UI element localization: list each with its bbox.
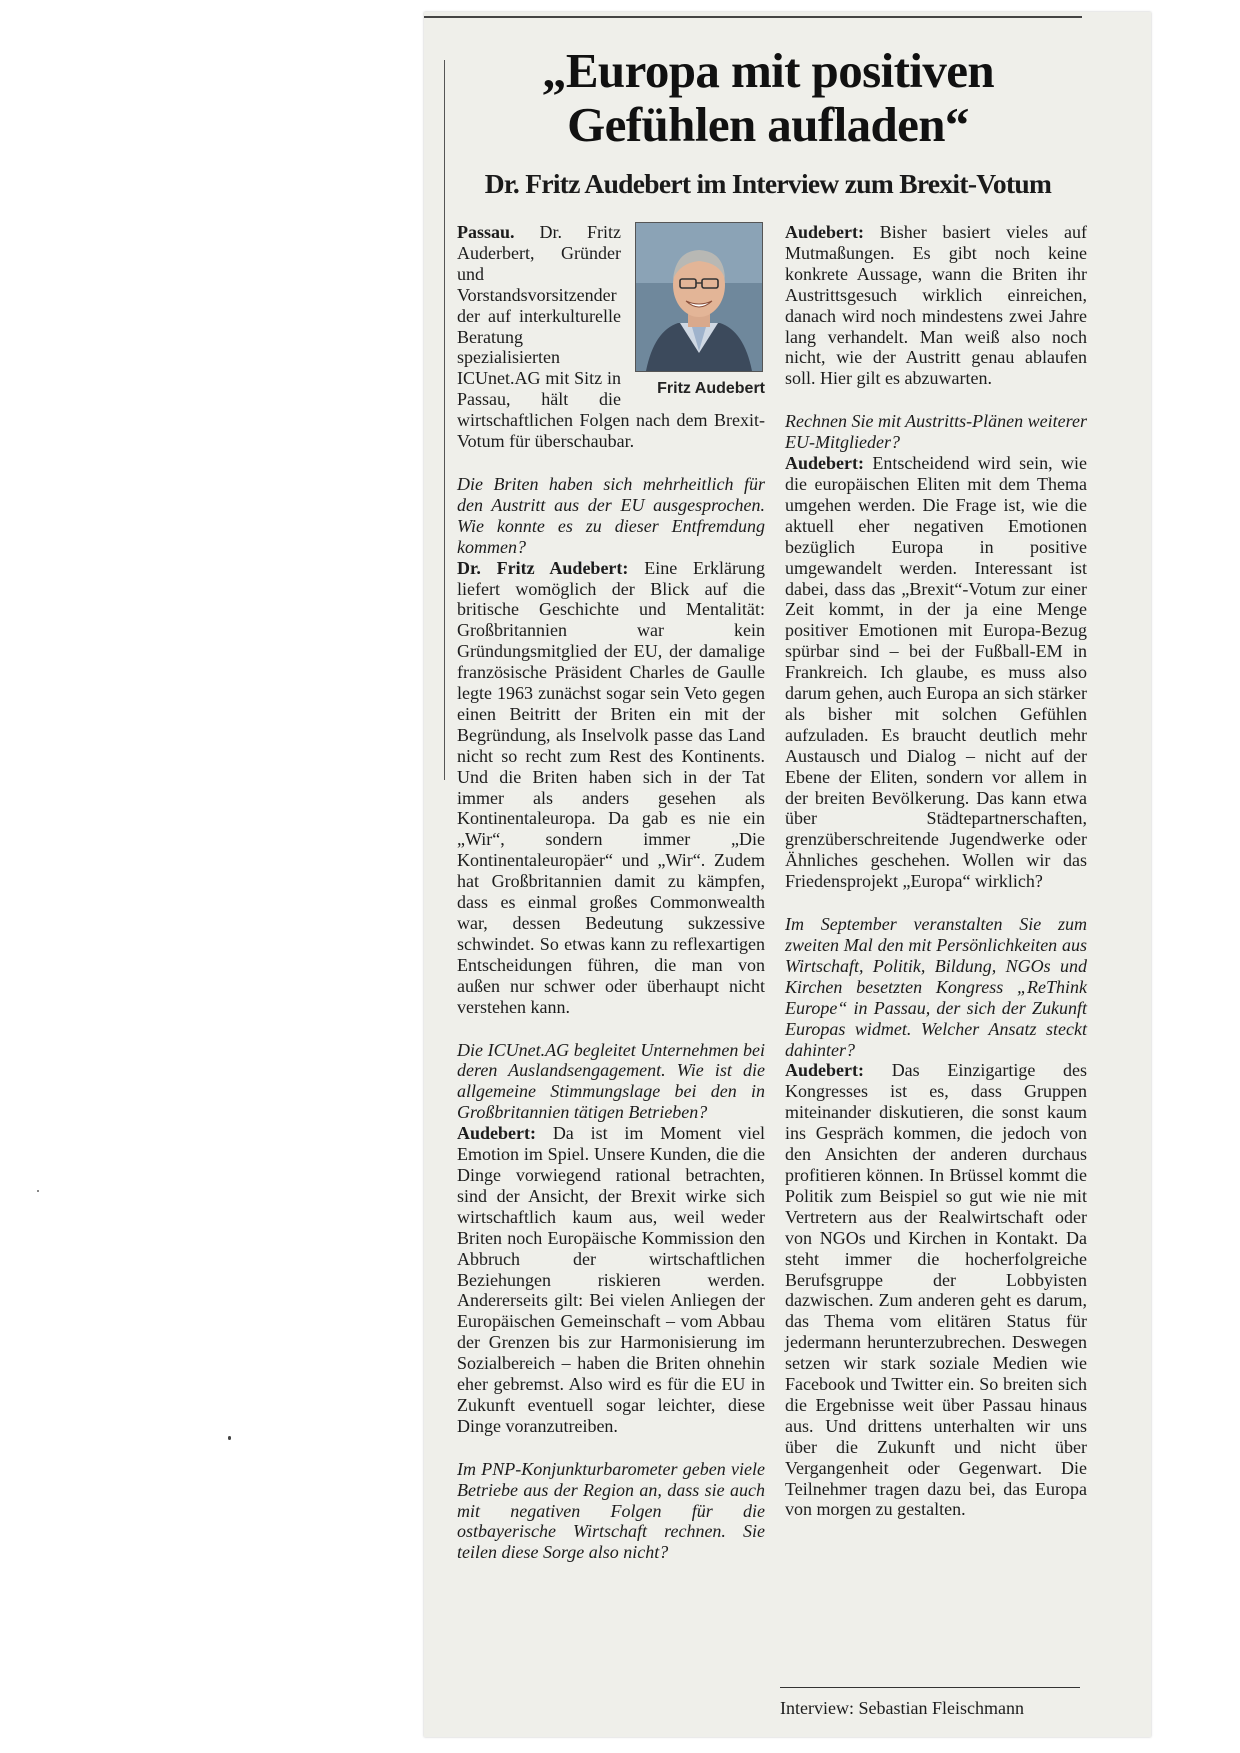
answer-text: Das Einzigartige des Kongresses ist es, dass Gruppen miteinander diskutieren, die sonst kaum ins Gespräch kommen, die jedoch von den Ansichten der anderen durchaus profitieren können. In Brüssel kommt die Politik zum Beispiel so gut wie nie mit Vertretern aus der Realwirtschaft oder von NGOs und Kirchen in Kontakt. Da steht immer die hocherfolgreiche Berufsgruppe der Lobbyisten dazwischen. Zum anderen geht es darum, das Thema vom elitären Status für jedermann herunterzubrechen. Deswegen setzen wir stark soziale Medien wie Facebook und Twitter ein. So breiten sich die Ergebnisse weit über Passau hinaus aus. Und drittens unterhalten wir uns über die Zukunft und nicht über Vergangenheit oder Gegenwart. Die Teilnehmer tragen dazu bei, das Europa von morgen zu gestalten. [785,1060,1088,1520]
answer-text: Entscheidend wird sein, wie die europäischen Eliten mit dem Thema umgehen werden. Die Frage ist, wie die aktuell eher negativen Emotionen bezüglich Europa in positive umgewandelt werden. Interessant ist dabei, dass das „Brexit“-Votum zur einer Zeit kommt, in der ja eine Menge positiver Emotionen mit Europa-Bezug spürbar sind – bei der Fußball-EM in Frankreich. Ich glaube, es muss also darum gehen, auch Europa an sich stärker als bisher mit solchen Gefühlen aufzuladen. Es braucht deutlich mehr Austausch und Dialog – nicht auf der Ebene der Eliten, sondern vor allem in der breiten Bevölkerung. Das kann etwa über Städtepartnerschaften, grenzüberschreitende Jugendwerke oder Ähnliches geschehen. Wollen wir das Friedensprojekt „Europa“ wirklich? [785,453,1087,892]
speaker-label: Audebert: [785,453,864,474]
interview-question: Die ICUnet.AG begleitet Unternehmen bei deren Auslandsengagement. Wie ist die allgemeine Stimmungslage bei den in Großbritannien tätigen Betrieben? [457,1039,765,1123]
answer-text: Eine Erklärung liefert womöglich der Blick auf die britische Geschichte und Mentalität: Großbritannien war kein Gründungsmitglied der EU, der damalige französische Präsident Charles de Gaulle legte 1963 zunächst sogar sein Veto gegen einen Beitritt der Briten ein mit der Begründung, als Inselvolk passe das Land nicht so recht zum Rest des Kontinents. Und die Briten haben sich in der Tat immer als anders gesehen als Kontinentaleuropa. Da gab es nie ein „Wir“, sondern immer „Die Kontinentaleuropäer“ und „Wir“. Zudem hat Großbritannien damit zu kämpfen, dass es einmal großes Commonwealth war, dessen Bedeutung sukzessive schwindet. So etwas kann zu reflexartigen Entscheidungen führen, die man von außen nur schwer oder überhaupt nicht verstehen kann. [457,557,765,1017]
interview-answer [785,222,1087,389]
left-column-rule [444,60,445,780]
speaker-label: Dr. Fritz Audebert: [457,557,629,578]
answer-text: Bisher basiert vieles auf Mutmaßungen. Es gibt noch keine konkrete Aussage, wann die Briten ihr Austrittsgesuch wirklich einreichen, danach wird noch mindestens zwei Jahre lang verhandelt. Man weiß also noch nicht, wie der Austritt genau ablaufen soll. Hier gilt es abzuwarten. [785,222,1087,389]
photo-caption: Fritz Audebert [657,380,765,397]
interview-question: Im PNP-Konjunkturbarometer geben viele Betriebe aus der Region an, dass sie auch mit negativen Folgen für die ostbayerische Wirtschaft rechnen. Sie teilen diese Sorge also nicht? [457,1458,765,1563]
intro-text: Dr. Fritz Auderbert, Gründer und Vorstandsvorsitzender der auf interkulturelle Beratung spezialisierten ICUnet.AG mit Sitz in Passau, hält die wirtschaftlichen Folgen nach dem Brexit-Votum für überschaubar. [457,222,765,452]
interview-question: Im September veranstalten Sie zum zweiten Mal den mit Persönlichkeiten aus Wirtschaft, Politik, Bildung, NGOs und Kirchen besetzten Kongress „ReThink Europe“ in Passau, der sich der Zukunft Europas widmet. Welcher Ansatz steckt dahinter? [785,914,1087,1060]
interview-credit: Interview: Sebastian Fleischmann [780,1687,1080,1719]
dateline: Passau. [457,222,515,242]
speaker-label: Audebert: [457,1123,536,1144]
interview-question: Die Briten haben sich mehrheitlich für den Austritt aus der EU ausgesprochen. Wie konnte es zu dieser Entfremdung kommen? [457,473,765,557]
interview-answer [785,453,1087,892]
right-column [785,222,1087,1520]
interview-question: Rechnen Sie mit Austritts-Plänen weiterer EU-Mitglieder? [785,411,1087,453]
interview-answer [457,1123,765,1437]
speaker-label: Audebert: [785,222,864,242]
top-rule [424,16,1082,18]
portrait-photo [635,222,763,372]
answer-text: Da ist im Moment viel Emotion im Spiel. Unsere Kunden, die die Dinge vorwiegend rational betrachten, sind der Ansicht, der Brexit wirke sich wirtschaftlich kaum aus, weil weder Briten noch Europäische Kommission den Abbruch der wirtschaftlichen Beziehungen riskieren werden. Andererseits gilt: Bei vielen Anliegen der Europäischen Gemeinschaft – vom Abbau der Grenzen bis zur Harmonisierung im Sozialbereich – haben die Briten ohnehin eher gebremst. Also wird es für die EU in Zukunft eventuell sogar leichter, diese Dinge voranzutreiben. [457,1123,766,1436]
scan-speck [228,1436,231,1440]
subheadline: Dr. Fritz Audebert im Interview zum Brexit-Votum [484,168,1052,199]
interview-answer [457,558,765,1018]
scan-speck [37,1190,39,1192]
portrait-figure [631,222,765,398]
speaker-label: Audebert: [785,1060,864,1081]
portrait-illustration [636,223,762,371]
headline: „Europa mit positiven Gefühlen aufladen“ [541,43,995,152]
interview-answer [785,1060,1087,1520]
left-column [457,222,765,1563]
